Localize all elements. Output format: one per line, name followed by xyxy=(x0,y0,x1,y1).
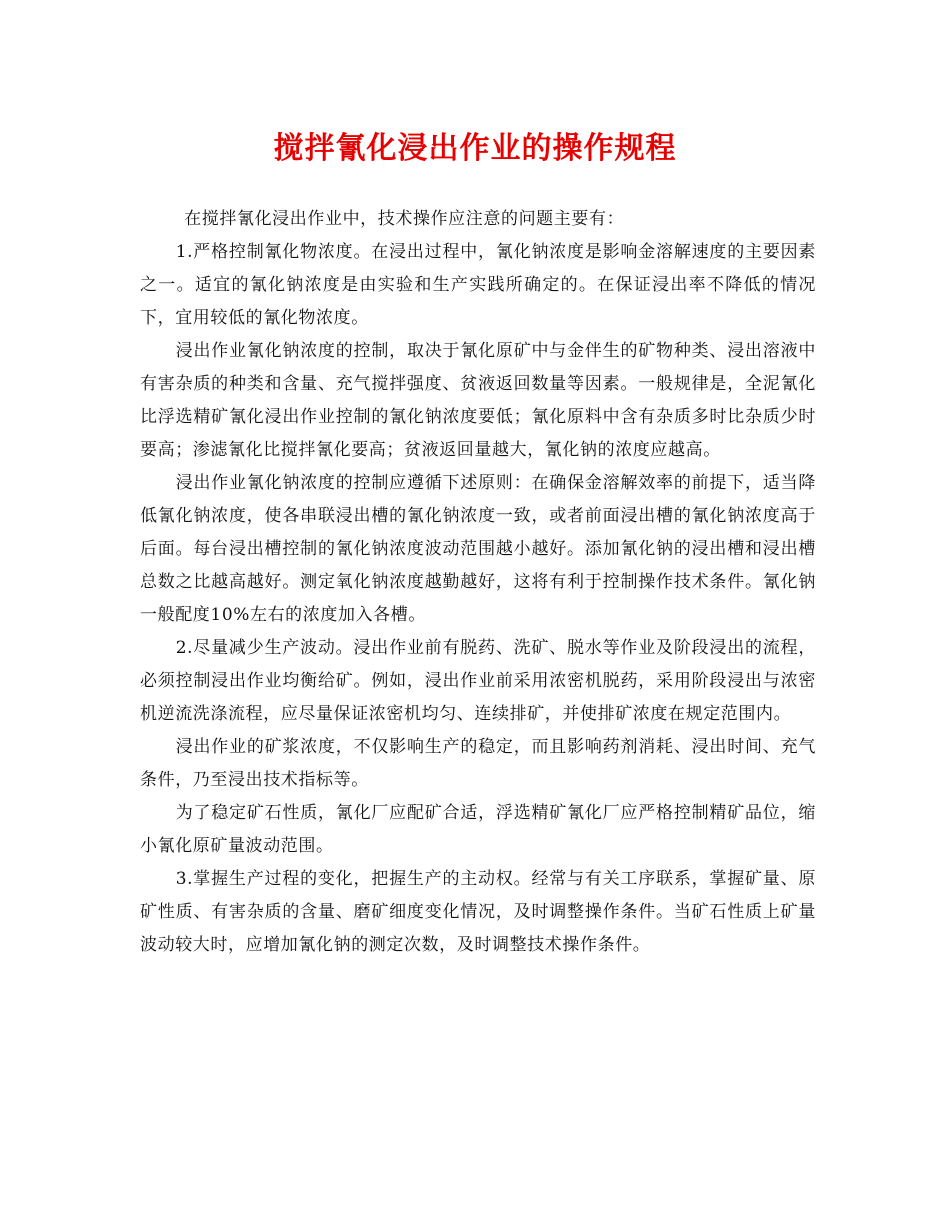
section-2-slurry-paragraph: 浸出作业的矿浆浓度，不仅影响生产的稳定，而且影响药剂消耗、浸出时间、充气条件，乃至浸出技术指标等。 xyxy=(140,737,816,790)
section-2-paragraph: 2.尽量减少生产波动。浸出作业前有脱药、洗矿、脱水等作业及阶段浸出的流程，必须控制浸出作业均衡给矿。例如，浸出作业前采用浓密机脱药，采用阶段浸出与浓密机逆流洗涤流程，应尽量保证浓密机均匀、连续排矿，并使排矿浓度在规定范围内。 xyxy=(140,638,816,724)
section-1-paragraph: 1.严格控制氰化物浓度。在浸出过程中，氰化钠浓度是影响金溶解速度的主要因素之一。适宜的氰化钠浓度是由实验和生产实践所确定的。在保证浸出率不降低的情况下，宜用较低的氰化物浓度。 xyxy=(140,242,816,328)
section-1-principle-paragraph: 浸出作业氰化钠浓度的控制应遵循下述原则：在确保金溶解效率的前提下，适当降低氰化钠浓度，使各串联浸出槽的氰化钠浓度一致，或者前面浸出槽的氰化钠浓度高于后面。每台浸出槽控制的氰化钠浓度波动范围越小越好。添加氰化钠的浸出槽和浸出槽总数之比越高越好。测定氧化钠浓度越勤越好，这将有利于控制操作技术条件。氰化钠一般配度10%左右的浓度加入各槽。 xyxy=(140,473,816,625)
document-title: 搅拌氰化浸出作业的操作规程 xyxy=(273,131,677,166)
section-2-ore-paragraph: 为了稳定矿石性质，氰化厂应配矿合适，浮选精矿氰化厂应严格控制精矿品位，缩小氰化原矿量波动范围。 xyxy=(140,803,816,856)
document-body xyxy=(140,203,816,962)
intro-paragraph: 在搅拌氰化浸出作业中，技术操作应注意的问题主要有： xyxy=(184,209,625,229)
section-3-paragraph: 3.掌握生产过程的变化，把握生产的主动权。经常与有关工序联系，掌握矿量、原矿性质、有害杂质的含量、磨矿细度变化情况，及时调整操作条件。当矿石性质上矿量波动较大时，应增加氰化钠的测定次数，及时调整技术操作条件。 xyxy=(140,869,816,955)
section-1-detail-paragraph: 浸出作业氰化钠浓度的控制，取决于氰化原矿中与金伴生的矿物种类、浸出溶液中有害杂质的种类和含量、充气搅拌强度、贫液返回数量等因素。一般规律是，全泥氰化比浮选精矿氰化浸出作业控制的氰化钠浓度要低；氰化原料中含有杂质多时比杂质少时要高；渗滤氰化比搅拌氰化要高；贫液返回量越大，氰化钠的浓度应越高。 xyxy=(140,341,816,460)
